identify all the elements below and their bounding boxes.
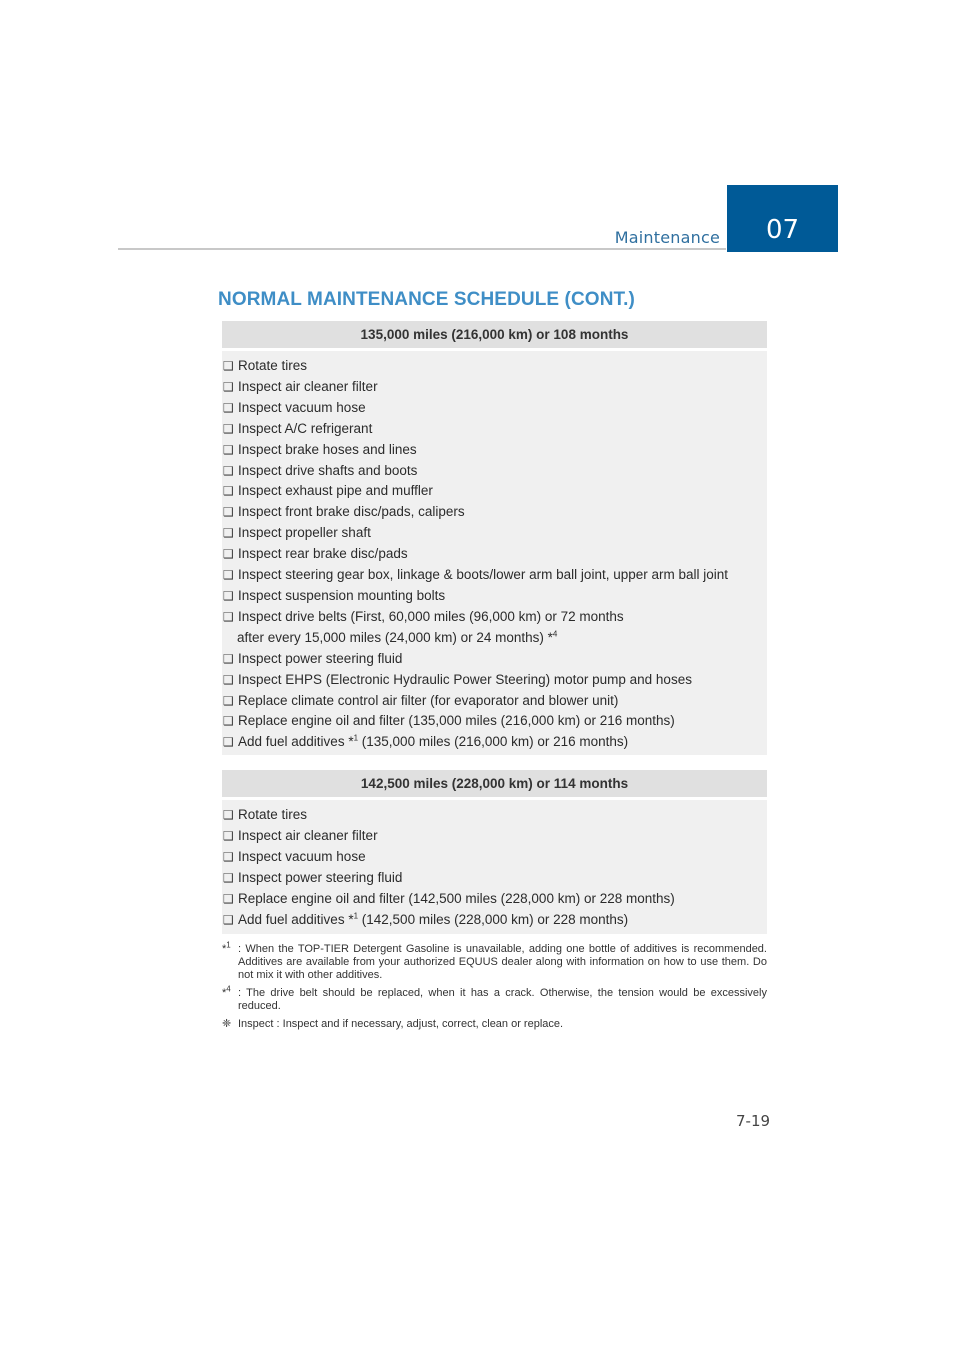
list-item: ❑ Inspect EHPS (Electronic Hydraulic Power Steering) motor pump and hoses xyxy=(222,670,767,691)
header-divider xyxy=(118,248,726,250)
checkbox-icon: ❑ xyxy=(223,463,234,478)
checkbox-icon: ❑ xyxy=(223,359,234,373)
list-item: ❑ Inspect brake hoses and lines xyxy=(222,440,767,461)
page-number: 7-19 xyxy=(736,1112,771,1130)
footnote-ref: 4 xyxy=(552,629,558,639)
list-item: ❑ Replace engine oil and filter (142,500 miles (228,000 km) or 228 months) xyxy=(222,889,767,910)
schedule-interval-header: 135,000 miles (216,000 km) or 108 months xyxy=(222,321,767,348)
list-item: ❑ Inspect vacuum hose xyxy=(222,847,767,868)
checkbox-icon: ❑ xyxy=(223,421,234,436)
list-item: ❑ Inspect power steering fluid xyxy=(222,649,767,670)
chapter-number: 07 xyxy=(765,215,800,245)
footnote-ref: 1 xyxy=(353,733,359,743)
checkbox-icon: ❑ xyxy=(223,379,234,394)
list-item-continuation: after every 15,000 miles (24,000 km) or 24 months) *$^4$ xyxy=(237,629,558,645)
list-item: ❑ Inspect power steering fluid xyxy=(222,868,767,889)
list-item-fuel-additives: ❑ Add fuel additives *$^1$ (135,000 miles (216,000 km) or 216 months) xyxy=(222,732,767,753)
list-item: ❑ Inspect air cleaner filter xyxy=(222,377,767,398)
asterisk-icon: ❈ xyxy=(222,1018,232,1030)
list-item: ❑ Inspect air cleaner filter xyxy=(222,826,767,847)
schedule-table-135000 xyxy=(222,321,767,755)
checkbox-icon: ❑ xyxy=(223,849,234,864)
list-item: ❑ Inspect steering gear box, linkage & boots/lower arm ball joint, upper arm ball joint xyxy=(222,565,767,586)
footnote-marker: *$^1$ xyxy=(222,940,231,955)
footnote-marker: *$^4$ xyxy=(222,984,231,999)
schedule-interval-header: 142,500 miles (228,000 km) or 114 months xyxy=(222,770,767,797)
list-item: ❑ Replace climate control air filter (for evaporator and blower unit) xyxy=(222,691,767,712)
checkbox-icon: ❑ xyxy=(223,484,234,499)
inspect-definition-text: Inspect : Inspect and if necessary, adjust, correct, clean or replace. xyxy=(238,1018,564,1030)
checkbox-icon: ❑ xyxy=(223,735,234,750)
list-item: ❑ Inspect rear brake disc/pads xyxy=(222,544,767,565)
list-item: ❑ Inspect front brake disc/pads, calipers xyxy=(222,502,767,523)
checkbox-icon: ❑ xyxy=(223,442,234,457)
schedule-items xyxy=(222,800,767,934)
checkbox-icon: ❑ xyxy=(223,588,234,603)
checkbox-icon: ❑ xyxy=(223,568,234,583)
checkbox-icon: ❑ xyxy=(223,891,234,906)
footnote-ref: 1 xyxy=(353,911,359,921)
checkbox-icon: ❑ xyxy=(223,505,234,520)
schedule-items xyxy=(222,351,767,755)
checkbox-icon: ❑ xyxy=(223,714,234,729)
checkbox-icon: ❑ xyxy=(223,651,234,666)
footnote-text: : When the TOP-TIER Detergent Gasoline is unavailable, adding one bottle of additives is recommended. Additives are available from your authorized EQUUS dealer along with information on how to use them. Do not mix it with other additives. xyxy=(238,943,767,981)
list-item: ❑ Inspect vacuum hose xyxy=(222,398,767,419)
footnote-4 xyxy=(222,984,767,1013)
list-item-fuel-additives: ❑ Add fuel additives *$^1$ (142,500 miles (228,000 km) or 228 months) xyxy=(222,910,767,931)
list-item: ❑ Rotate tires xyxy=(222,356,767,377)
page-title: NORMAL MAINTENANCE SCHEDULE (CONT.) xyxy=(218,289,635,310)
list-item: ❑ Inspect suspension mounting bolts xyxy=(222,586,767,607)
list-item: ❑ Rotate tires xyxy=(222,805,767,826)
checkbox-icon: ❑ xyxy=(223,912,234,927)
checkbox-icon: ❑ xyxy=(223,870,234,885)
checkbox-icon: ❑ xyxy=(223,672,234,687)
list-item: ❑ Inspect propeller shaft xyxy=(222,523,767,544)
checkbox-icon: ❑ xyxy=(223,828,234,843)
inspect-definition xyxy=(222,1018,767,1031)
checkbox-icon: ❑ xyxy=(223,400,234,415)
schedule-table-142500 xyxy=(222,770,767,934)
list-item: ❑ Inspect exhaust pipe and muffler xyxy=(222,481,767,502)
checkbox-icon: ❑ xyxy=(223,808,234,822)
list-item-drive-belts: ❑ Inspect drive belts (First, 60,000 miles (96,000 km) or 72 months xyxy=(222,607,767,628)
footnotes xyxy=(222,940,767,1031)
footnote-1 xyxy=(222,940,767,982)
list-item: ❑ Inspect drive shafts and boots xyxy=(222,461,767,482)
chapter-tab xyxy=(727,185,838,252)
checkbox-icon: ❑ xyxy=(223,526,234,541)
checkbox-icon: ❑ xyxy=(223,547,234,562)
list-item: ❑ Inspect A/C refrigerant xyxy=(222,419,767,440)
checkbox-icon: ❑ xyxy=(223,693,234,708)
footnote-text: : The drive belt should be replaced, when it has a crack. Otherwise, the tension would be excessively reduced. xyxy=(238,987,767,1012)
section-name: Maintenance xyxy=(614,228,720,247)
list-item: ❑ Replace engine oil and filter (135,000 miles (216,000 km) or 216 months) xyxy=(222,711,767,732)
checkbox-icon: ❑ xyxy=(223,609,234,624)
